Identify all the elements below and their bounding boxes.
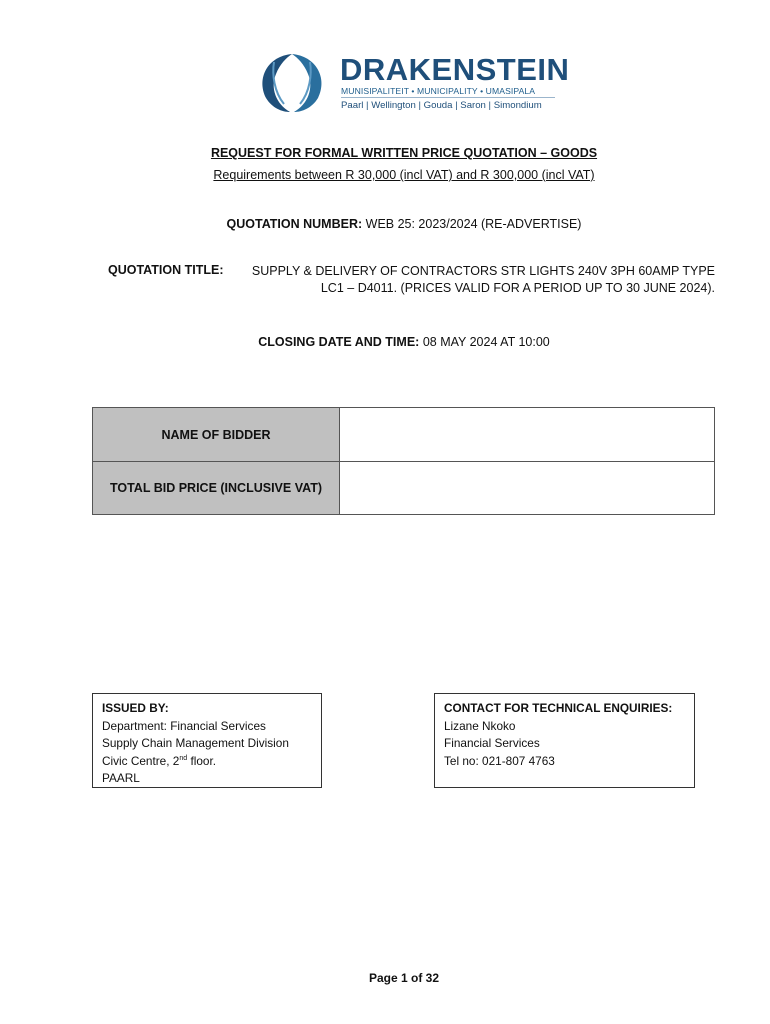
bidder-table [92, 407, 715, 515]
requirements-line: Requirements between R 30,000 (incl VAT) and R 300,000 (incl VAT) [213, 168, 595, 182]
page-number: Page 1 of 32 [368, 971, 440, 985]
contact-department: Financial Services [444, 736, 540, 750]
issued-by-division: Supply Chain Management Division [102, 736, 289, 750]
issued-by-address [102, 753, 312, 771]
quotation-title-value: SUPPLY & DELIVERY OF CONTRACTORS STR LIGHTS 240V 3PH 60AMP TYPE LC1 – D4011. (PRICES VALID FOR A PERIOD UP TO 30 JUNE 2024). [251, 264, 715, 295]
document-title: REQUEST FOR FORMAL WRITTEN PRICE QUOTATION – GOODS [210, 146, 598, 160]
drakenstein-logo-icon [252, 48, 332, 116]
logo-subtitle: MUNISIPALITEIT • MUNICIPALITY • UMASIPALA [341, 86, 536, 96]
bid-price-label: TOTAL BID PRICE (INCLUSIVE VAT) [93, 462, 340, 514]
bid-price-field[interactable] [340, 462, 714, 514]
closing-date [0, 335, 770, 349]
contact-heading: CONTACT FOR TECHNICAL ENQUIRIES: [444, 701, 673, 715]
bidder-name-label: NAME OF BIDDER [93, 408, 340, 462]
contact-box [434, 693, 695, 788]
address-text: Civic Centre, 2 [102, 753, 180, 768]
logo-towns: Paarl | Wellington | Gouda | Saron | Simondium [341, 100, 542, 111]
quotation-number-label: QUOTATION NUMBER: [226, 217, 363, 231]
quotation-number-value: WEB 25: 2023/2024 (RE-ADVERTISE) [365, 217, 582, 231]
quotation-number [0, 217, 770, 231]
address-ordinal: nd [179, 754, 188, 762]
bidder-name-field[interactable] [340, 408, 714, 462]
quotation-title-label: QUOTATION TITLE: [108, 263, 224, 277]
issued-by-department: Department: Financial Services [102, 718, 266, 733]
address-floor: floor. [187, 753, 217, 768]
contact-name: Lizane Nkoko [444, 718, 516, 733]
issued-by-city: PAARL [102, 771, 140, 785]
closing-date-label: CLOSING DATE AND TIME: [258, 335, 420, 349]
logo-name: DRAKENSTEIN [340, 52, 570, 87]
issued-by-heading: ISSUED BY: [102, 701, 169, 715]
logo-divider [341, 97, 555, 98]
contact-tel: Tel no: 021-807 4763 [444, 753, 555, 768]
issued-by-box [92, 693, 322, 788]
closing-date-value: 08 MAY 2024 AT 10:00 [422, 335, 550, 349]
